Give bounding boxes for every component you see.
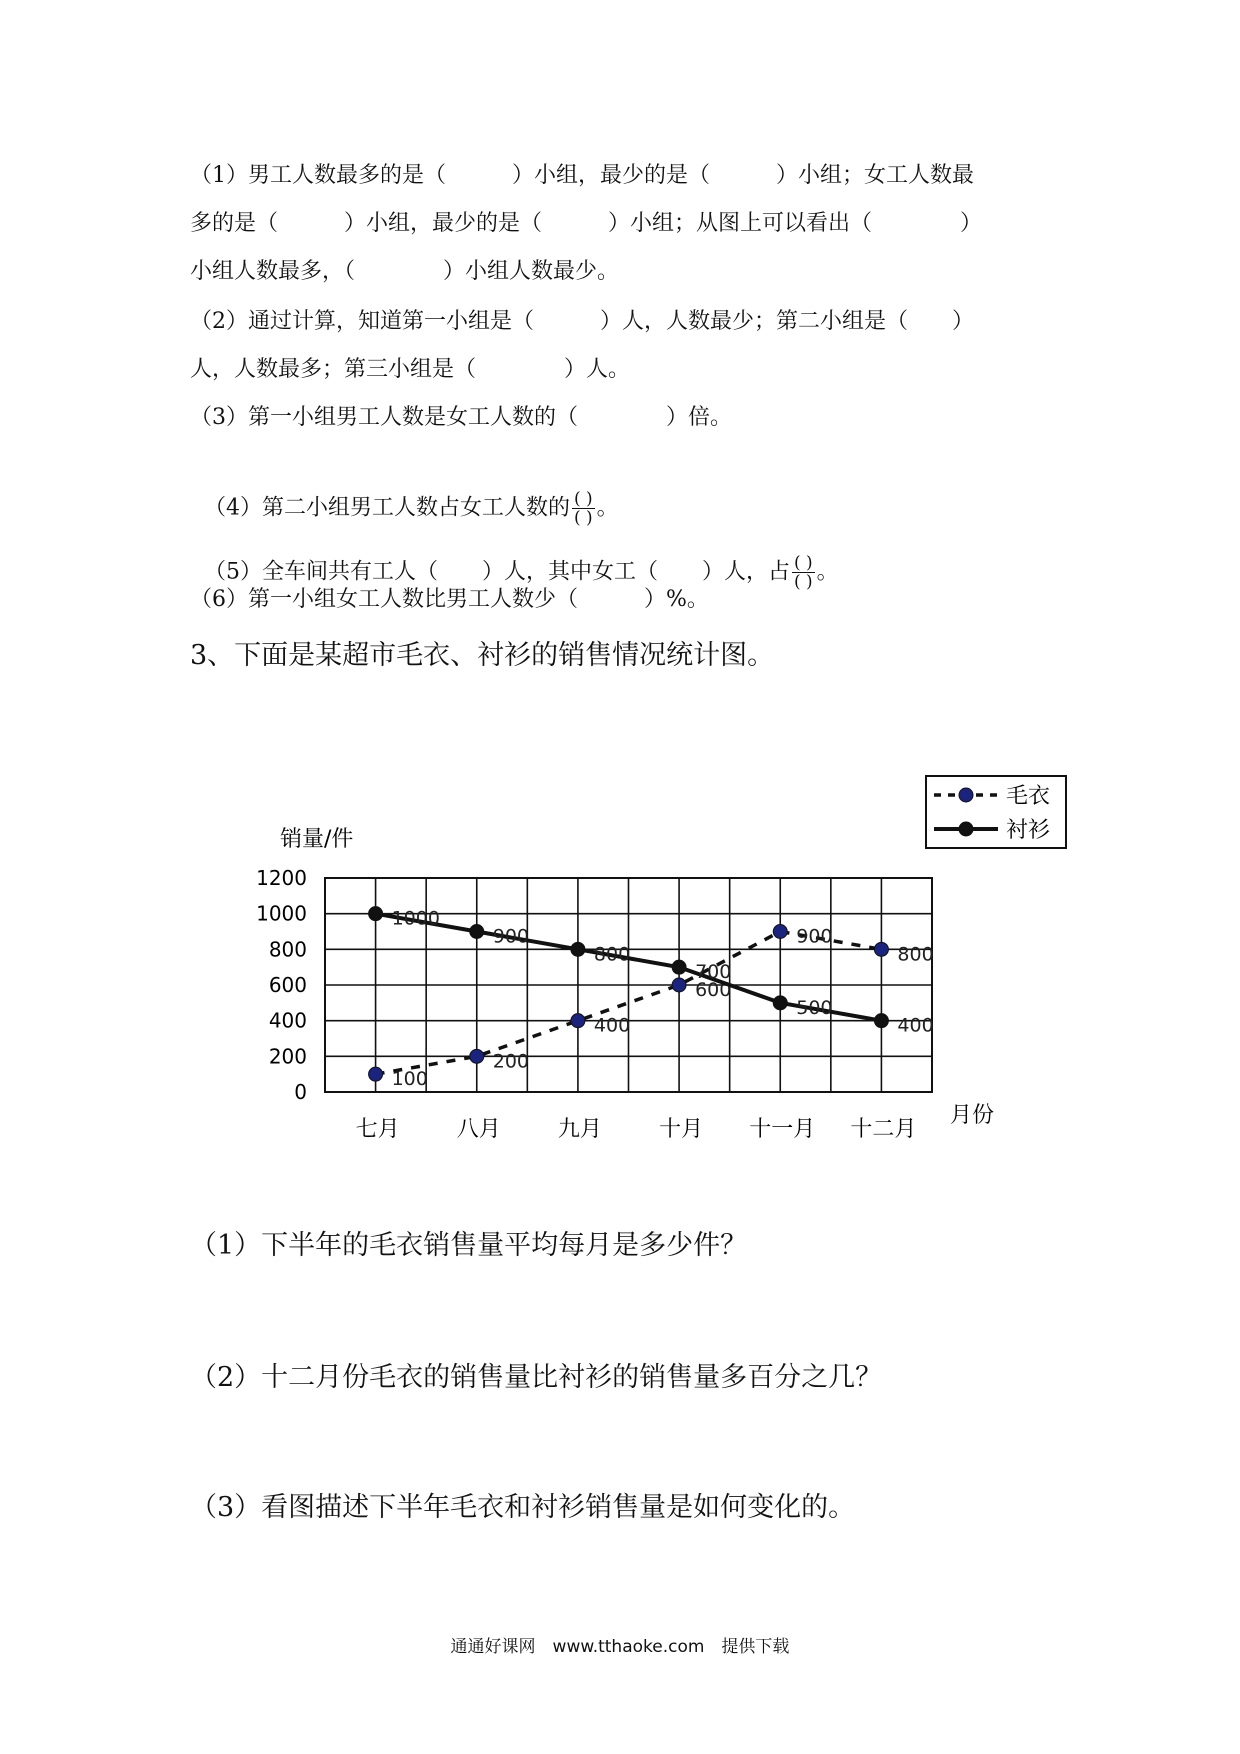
data-label: 400 <box>593 1014 631 1037</box>
data-point <box>470 925 484 939</box>
data-label: 700 <box>695 961 732 984</box>
footer-credit: 通通好课网 www.tthaoke.com 提供下载 <box>450 1637 790 1657</box>
y-tick-label: 800 <box>268 937 307 962</box>
y-tick-label: 400 <box>268 1008 307 1033</box>
data-label: 600 <box>695 979 732 1001</box>
fraction-numerator: ( ) <box>574 489 593 509</box>
data-label: 400 <box>897 1014 934 1037</box>
part1-line3: 小组人数最多，（ ）小组人数最少。 <box>190 259 620 284</box>
part1-line4: （2）通过计算，知道第一小组是（ ）人，人数最少；第二小组是（ ） <box>190 309 974 334</box>
data-point <box>672 978 686 992</box>
legend-label: 衬衫 <box>1006 818 1051 843</box>
legend-marker <box>959 822 973 836</box>
section3-heading: 3、下面是某超市毛衣、衬衫的销售情况统计图。 <box>190 640 775 671</box>
x-tick-label: 十一月 <box>749 1117 816 1142</box>
data-point <box>773 925 787 939</box>
x-tick-label: 十二月 <box>850 1117 917 1142</box>
data-label: 200 <box>492 1050 530 1073</box>
y-tick-label: 1200 <box>256 866 307 890</box>
line8-text: （5）全车间共有工人（ ）人，其中女工（ ）人，占 <box>204 559 790 585</box>
data-label: 800 <box>897 943 934 966</box>
data-point <box>571 1014 585 1028</box>
data-label: 100 <box>391 1068 428 1091</box>
data-point <box>470 1049 484 1063</box>
x-tick-label: 九月 <box>557 1117 602 1142</box>
fraction-denominator: ( ) <box>574 508 593 528</box>
data-label: 900 <box>796 925 833 948</box>
line7-text: （4）第二小组男工人数占女工人数的 <box>204 495 570 521</box>
data-label: 500 <box>796 996 833 1019</box>
y-tick-label: 200 <box>268 1044 307 1069</box>
part1-line9: （6）第一小组女工人数比男工人数少（ ）%。 <box>190 587 709 612</box>
y-tick-label: 600 <box>268 973 307 997</box>
legend-label: 毛衣 <box>1006 784 1051 809</box>
x-tick-label: 八月 <box>456 1117 501 1142</box>
x-axis-label: 月份 <box>950 1103 995 1128</box>
x-tick-label: 十月 <box>659 1117 704 1142</box>
data-point <box>369 1067 383 1081</box>
part1-line2: 多的是（ ）小组，最少的是（ ）小组；从图上可以看出（ ） <box>190 211 983 236</box>
fraction-numerator: ( ) <box>794 553 813 573</box>
y-tick-label: 0 <box>294 1080 307 1104</box>
part1-line1: （1）男工人数最多的是（ ）小组，最少的是（ ）小组；女工人数最 <box>190 163 974 188</box>
line8-end: 。 <box>816 559 839 585</box>
data-label: 1000 <box>391 907 440 930</box>
fraction-denominator: ( ) <box>794 572 813 592</box>
question-1: （1）下半年的毛衣销售量平均每月是多少件？ <box>190 1230 748 1261</box>
data-label: 800 <box>593 943 631 966</box>
question-2: （2）十二月份毛衣的销售量比衬衫的销售量多百分之几？ <box>190 1362 883 1393</box>
question-3: （3）看图描述下半年毛衣和衬衫销售量是如何变化的。 <box>190 1492 856 1523</box>
data-point <box>672 960 686 974</box>
x-tick-label: 七月 <box>355 1117 400 1142</box>
y-axis-label: 销量/件 <box>280 827 354 852</box>
data-label: 900 <box>492 925 530 948</box>
legend-marker <box>959 788 973 802</box>
data-point <box>369 907 383 921</box>
data-point <box>874 942 888 956</box>
line7-end: 。 <box>596 495 619 521</box>
data-point <box>874 1014 888 1028</box>
data-point <box>773 996 787 1010</box>
part1-line5: 人，人数最多；第三小组是（ ）人。 <box>190 357 631 382</box>
part1-line6: （3）第一小组男工人数是女工人数的（ ）倍。 <box>190 405 732 430</box>
y-tick-label: 1000 <box>256 901 307 926</box>
data-point <box>571 942 585 956</box>
